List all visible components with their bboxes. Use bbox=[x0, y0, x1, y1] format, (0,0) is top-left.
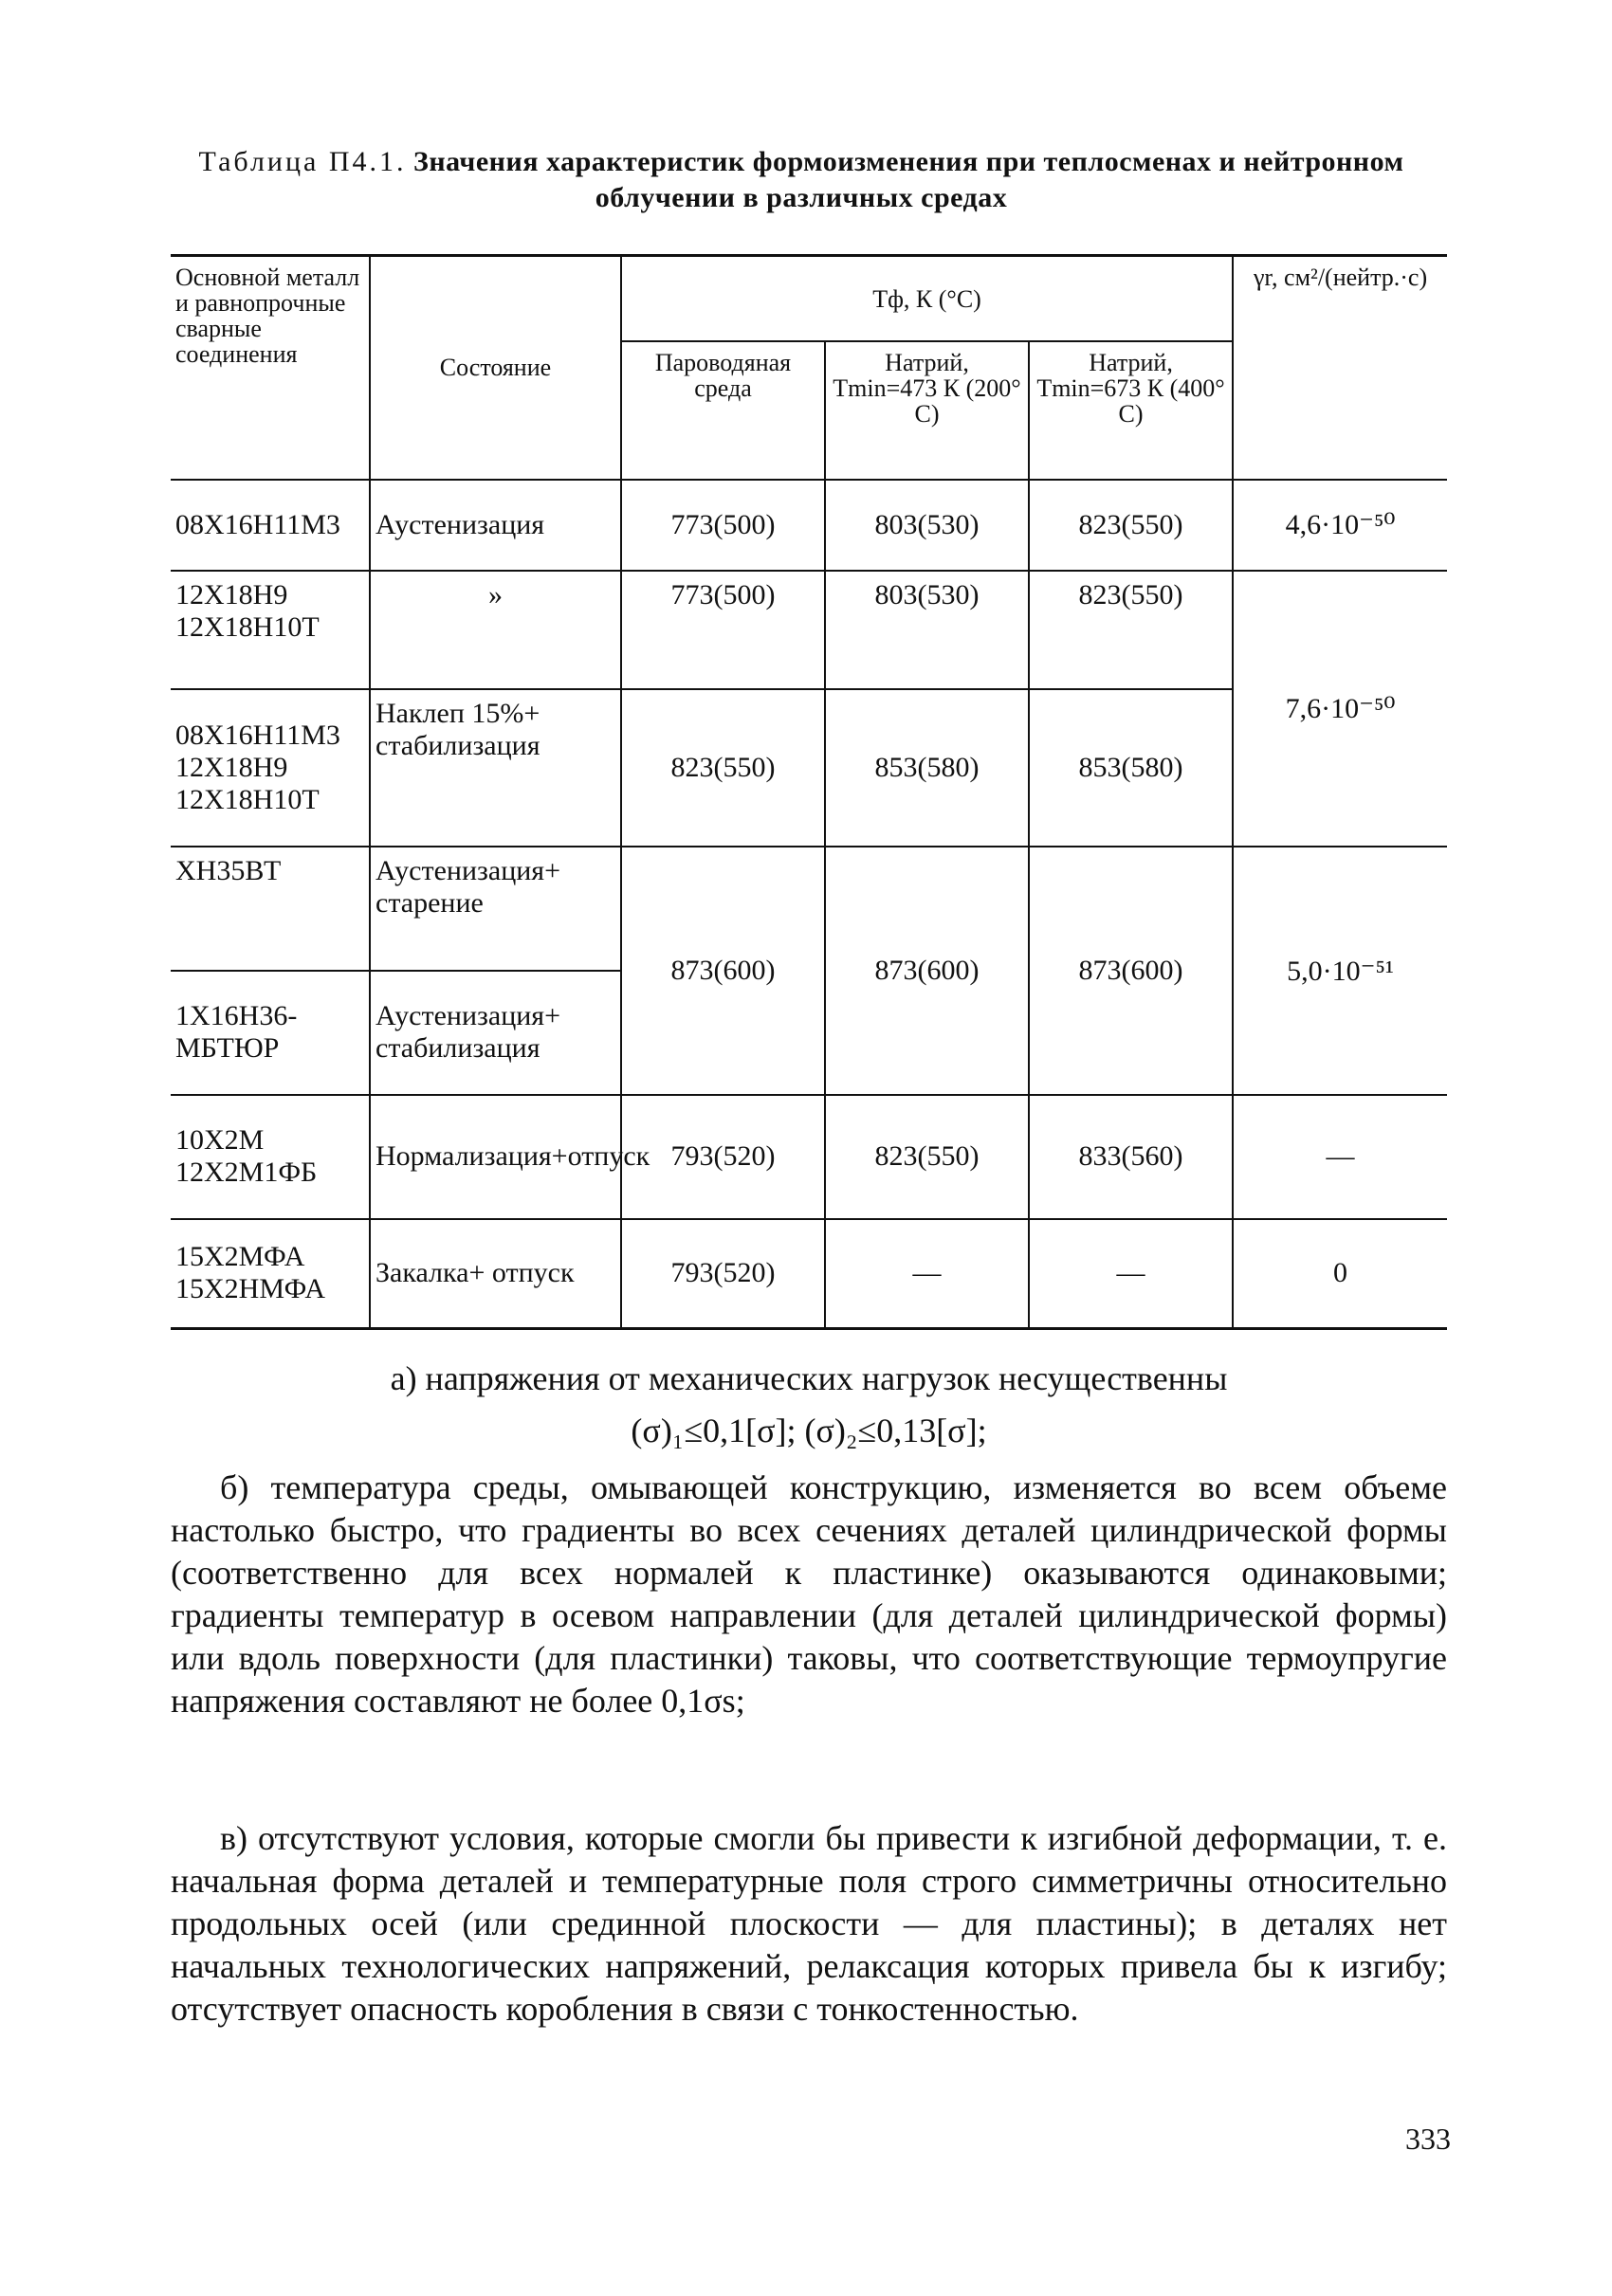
cell-state: Аустенизация bbox=[370, 480, 621, 571]
cell-sodium-673: — bbox=[1029, 1219, 1233, 1329]
cell-state: Аустенизация+ старение bbox=[370, 847, 621, 971]
cell-gamma: 5,0·10⁻⁵¹ bbox=[1233, 847, 1447, 1095]
header-gamma: γr, см²/(нейтр.·с) bbox=[1233, 256, 1447, 480]
cell-sodium-673: 833(560) bbox=[1029, 1095, 1233, 1219]
data-table bbox=[171, 254, 1447, 1330]
item-b-text: б) температура среды, омывающей конструкцию, изменяется во всем объеме настолько быстро, что градиенты во всех сечениях деталей цилиндрической формы (соответственно для всех нормалей к пластинке) оказываются одинаковыми; градиенты температур в осевом направлении (для деталей цилиндрической формы) или вдоль поверхности (для пластинки) таковы, что соответствующие термоупругие напряжения составляют не более 0,1σs; bbox=[171, 1468, 1447, 1720]
header-sodium-473: Натрий, Tmin=473 К (200° С) bbox=[825, 341, 1029, 480]
cell-sodium-473: 803(530) bbox=[825, 571, 1029, 690]
cell-state: Закалка+ отпуск bbox=[370, 1219, 621, 1329]
cell-sodium-473: — bbox=[825, 1219, 1029, 1329]
cell-state: Нормализация+отпуск bbox=[370, 1095, 621, 1219]
item-a-text: а) напряжения от механических нагрузок несущественны bbox=[390, 1359, 1228, 1397]
cell-sodium-673: 823(550) bbox=[1029, 571, 1233, 690]
cell-sodium-673: 823(550) bbox=[1029, 480, 1233, 571]
table-row bbox=[171, 1219, 1447, 1329]
header-state: Состояние bbox=[370, 256, 621, 480]
cell-sodium-473: 803(530) bbox=[825, 480, 1029, 571]
cell-sodium-673: 873(600) bbox=[1029, 847, 1233, 1095]
cell-gamma: — bbox=[1233, 1095, 1447, 1219]
cell-steam: 873(600) bbox=[621, 847, 825, 1095]
page-number: 333 bbox=[1405, 2122, 1451, 2156]
table-row bbox=[171, 480, 1447, 571]
header-tf: Tф, К (°С) bbox=[621, 256, 1233, 342]
cell-gamma: 4,6·10⁻⁵⁰ bbox=[1233, 480, 1447, 571]
table-caption bbox=[142, 144, 1460, 216]
caption-lead: Таблица П4.1. bbox=[198, 146, 407, 177]
cell-sodium-473: 873(600) bbox=[825, 847, 1029, 1095]
cell-state: Наклеп 15%+ стабилизация bbox=[370, 689, 621, 847]
table-row bbox=[171, 571, 1447, 690]
table-row bbox=[171, 1095, 1447, 1219]
cell-material: 08Х16Н11М3 bbox=[171, 480, 370, 571]
cell-material: 15Х2МФА 15Х2НМФА bbox=[171, 1219, 370, 1329]
cell-gamma: 0 bbox=[1233, 1219, 1447, 1329]
cell-state: Аустенизация+ стабилизация bbox=[370, 971, 621, 1095]
cell-steam: 793(520) bbox=[621, 1095, 825, 1219]
caption-title: Значения характеристик формоизменения при теплосменах и нейтронном облучении в различных средах bbox=[413, 146, 1404, 213]
header-steam: Пароводяная среда bbox=[621, 341, 825, 480]
cell-gamma: 7,6·10⁻⁵⁰ bbox=[1233, 571, 1447, 847]
cell-sodium-473: 853(580) bbox=[825, 689, 1029, 847]
cell-steam: 793(520) bbox=[621, 1219, 825, 1329]
cell-material: 12Х18Н9 12Х18Н10Т bbox=[171, 571, 370, 690]
cell-steam: 773(500) bbox=[621, 480, 825, 571]
formula: (σ)₁≤0,1[σ]; (σ)₂≤0,13[σ]; bbox=[631, 1412, 987, 1449]
cell-steam: 823(550) bbox=[621, 689, 825, 847]
cell-state: » bbox=[370, 571, 621, 690]
cell-material: 08Х16Н11М3 12Х18Н9 12Х18Н10Т bbox=[171, 689, 370, 847]
header-sodium-673: Натрий, Tmin=673 К (400° С) bbox=[1029, 341, 1233, 480]
table-row bbox=[171, 847, 1447, 971]
cell-sodium-473: 823(550) bbox=[825, 1095, 1029, 1219]
cell-material: ХН35ВТ bbox=[171, 847, 370, 971]
cell-sodium-673: 853(580) bbox=[1029, 689, 1233, 847]
cell-steam: 773(500) bbox=[621, 571, 825, 690]
item-c-text: в) отсутствуют условия, которые смогли бы привести к изгибной деформации, т. е. начальная форма деталей и температурные поля строго симметричны относительно продольных осей (или срединной плоскости — для пластины); в деталях нет начальных технологических напряжений, релаксация которых привела бы к изгибу; отсутствует опасность коробления в связи с тонкостенностью. bbox=[171, 1819, 1447, 2028]
cell-material: 1Х16Н36-МБТЮР bbox=[171, 971, 370, 1095]
cell-material: 10Х2М 12Х2М1ФБ bbox=[171, 1095, 370, 1219]
header-material: Основной металл и равнопрочные сварные соединения bbox=[171, 256, 370, 480]
